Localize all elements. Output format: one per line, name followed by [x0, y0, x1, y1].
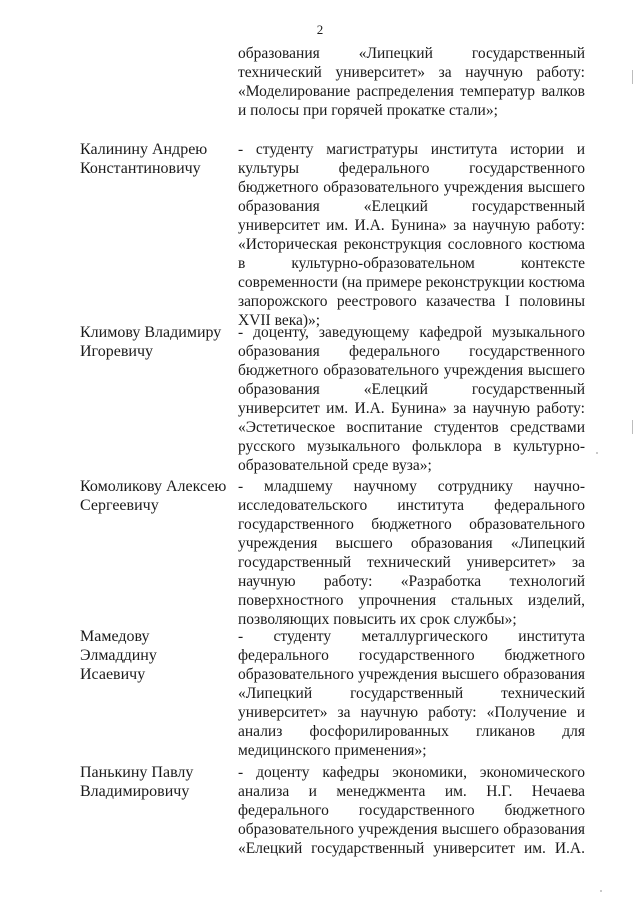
name-line: Исаевичу: [80, 666, 146, 683]
text-line: образовательного учреждения высшего образования: [238, 666, 585, 683]
text-line: «Эстетическое воспитание студентов средствами: [238, 419, 585, 436]
text-line: - студенту магистратуры института истории и: [238, 141, 585, 158]
scan-edge-mark: [632, 70, 639, 84]
recipient-description: [238, 323, 585, 475]
name-line: Комоликову Алексею: [80, 478, 227, 495]
text-line: «Историческая реконструкция сословного костюма: [238, 236, 585, 253]
text-line: запорожского реестрового казачества I половины: [238, 293, 585, 310]
name-line: Мамедову Элмаддину: [80, 628, 157, 664]
name-line: Калинину Андрею: [80, 141, 208, 158]
recipient-name: [80, 627, 230, 684]
text-line: федерального государственного бюджетного: [238, 802, 585, 819]
text-line: федерального государственного бюджетного: [238, 647, 585, 664]
text-line: анализ фосфорилированных гликанов для: [238, 723, 585, 740]
text-line: государственный технический университет» за: [238, 554, 585, 571]
text-line: культуры федерального государственного: [238, 160, 585, 177]
name-line: Игоревичу: [80, 343, 153, 360]
text-line: технический университет» за научную работу:: [238, 64, 585, 81]
scan-speck: [600, 890, 602, 892]
text-line: государственного бюджетного образовательного: [238, 516, 585, 533]
text-line: позволяющих повысить их срок службы»;: [238, 611, 517, 628]
scan-speck: [596, 452, 598, 454]
recipient-name: [80, 323, 230, 361]
text-line: «Моделирование распределения температур валков: [238, 83, 585, 100]
recipient-name: [80, 140, 230, 178]
text-line: учреждения высшего образования «Липецкий: [238, 535, 585, 552]
page-number: 2: [316, 22, 324, 37]
recipient-description: [238, 477, 585, 629]
text-line: образования «Липецкий государственный: [238, 45, 585, 62]
text-line: - доценту, заведующему кафедрой музыкального: [238, 324, 585, 341]
text-line: научную работу: «Разработка технологий: [238, 573, 585, 590]
text-line: образовательного учреждения высшего образования: [238, 821, 585, 838]
text-line: образования «Елецкий государственный: [238, 198, 585, 215]
text-line: университет им. И.А. Бунина» за научную работу:: [238, 217, 585, 234]
text-line: - младшему научному сотруднику научно-: [238, 478, 585, 495]
text-line: бюджетного образовательного учреждения высшего: [238, 362, 585, 379]
text-line: анализа и менеджмента им. Н.Г. Нечаева: [238, 783, 585, 800]
text-line: XVII века)»;: [238, 312, 321, 329]
text-line: образования «Елецкий государственный: [238, 381, 585, 398]
text-line: университет им. И.А. Бунина» за научную работу:: [238, 400, 585, 417]
scan-edge-mark: [632, 420, 639, 434]
text-line: «Елецкий государственный университет им. И.А.: [238, 840, 585, 857]
name-line: Константиновичу: [80, 160, 201, 177]
text-line: образования федерального государственного: [238, 343, 585, 360]
text-line: русского музыкального фольклора в культурно-: [238, 438, 585, 455]
recipient-name: [80, 477, 230, 515]
name-line: Сергеевичу: [80, 497, 159, 514]
recipient-name: [80, 763, 230, 801]
text-line: поверхностного упрочнения стальных изделий,: [238, 592, 585, 609]
text-line: медицинского применения»;: [238, 742, 427, 759]
text-line: бюджетного образовательного учреждения высшего: [238, 179, 585, 196]
name-line: Владимировичу: [80, 783, 190, 800]
continuation-text: [238, 44, 585, 120]
recipient-description: [238, 763, 585, 858]
recipient-description: [238, 627, 585, 760]
text-line: исследовательского института федерального: [238, 497, 585, 514]
name-line: Панькину Павлу: [80, 764, 194, 781]
text-line: образовательной среде вуза»;: [238, 457, 432, 474]
name-line: Климову Владимиру: [80, 324, 222, 341]
text-line: университет» за научную работу: «Получение и: [238, 704, 585, 721]
text-line: - студенту металлургического института: [238, 628, 585, 645]
text-line: - доценту кафедры экономики, экономического: [238, 764, 585, 781]
text-line: и полосы при горячей прокатке стали»;: [238, 102, 498, 119]
text-line: современности (на примере реконструкции костюма: [238, 274, 585, 291]
text-line: в культурно-образовательном контексте: [238, 255, 585, 272]
recipient-description: [238, 140, 585, 330]
text-line: «Липецкий государственный технический: [238, 685, 585, 702]
